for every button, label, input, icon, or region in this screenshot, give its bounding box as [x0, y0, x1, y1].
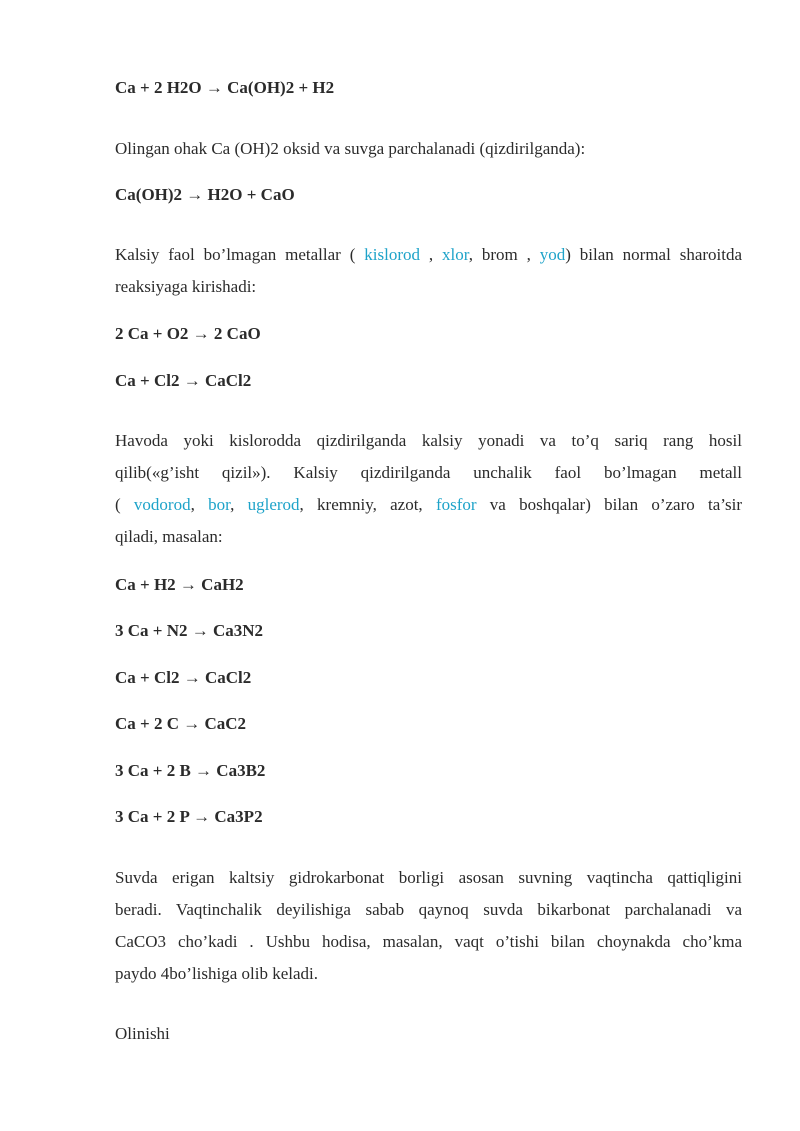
paragraph-line: beradi. Vaqtinchalik deyilishiga sabab qaynoq suvda bikarbonat parchalanadi va — [115, 900, 742, 919]
section-heading-olinishi: Olinishi — [115, 1024, 170, 1043]
equation-calcium-chlorine: Ca + Cl2 → CaCl2 — [115, 371, 252, 390]
link-fosfor[interactable]: fosfor — [435, 495, 477, 514]
equation-calcium-water: Ca + 2 H2O → Ca(OH)2 + H2 — [115, 78, 335, 97]
text-fragment: ) bilan normal sharoitda — [565, 245, 743, 264]
text-fragment: , — [230, 495, 248, 514]
text-fragment: , — [190, 495, 209, 514]
text-fragment: , kremniy, azot, — [299, 495, 436, 514]
equation-calcium-boron: 3 Ca + 2 B → Ca3B2 — [115, 761, 266, 780]
paragraph-slaked-lime: Olingan ohak Ca (OH)2 oksid va suvga parchalanadi (qizdirilganda): — [115, 139, 586, 158]
equation-calcium-chlorine-2: Ca + Cl2 → CaCl2 — [115, 668, 252, 687]
link-vodorod[interactable]: vodorod — [133, 495, 191, 514]
link-uglerod[interactable]: uglerod — [247, 495, 300, 514]
paragraph-line: qiladi, masalan: — [115, 527, 223, 546]
text-fragment: Kalsiy faol bo’lmagan metallar ( — [115, 245, 365, 264]
link-yod[interactable]: yod — [539, 245, 566, 264]
equation-lime-decomposition: Ca(OH)2 → H2O + CaO — [115, 185, 295, 204]
paragraph-line — [115, 239, 742, 271]
paragraph-line: CaCO3 cho’kadi . Ushbu hodisa, masalan, vaqt o’tishi bilan choynakda cho’kma — [115, 932, 742, 951]
equation-calcium-phosphorus: 3 Ca + 2 P → Ca3P2 — [115, 807, 263, 826]
text-fragment: , — [420, 245, 443, 264]
paragraph-line — [115, 489, 742, 521]
link-bor[interactable]: bor — [208, 495, 231, 514]
equation-calcium-oxygen: 2 Ca + O2 → 2 CaO — [115, 324, 261, 343]
paragraph-line: reaksiyaga kirishadi: — [115, 277, 257, 296]
text-fragment: va boshqalar) bilan o’zaro ta’sir — [476, 495, 743, 514]
paragraph-nonmetal-reaction — [115, 239, 742, 303]
link-kislorod[interactable]: kislorod — [364, 245, 420, 264]
paragraph-line: Suvda erigan kaltsiy gidrokarbonat borligi asosan suvning vaqtincha qattiqligini — [115, 868, 742, 887]
link-xlor[interactable]: xlor — [442, 245, 469, 264]
equation-calcium-carbon: Ca + 2 C → CaC2 — [115, 714, 247, 733]
equation-calcium-hydrogen: Ca + H2 → CaH2 — [115, 575, 244, 594]
paragraph-line: Havoda yoki kislorodda qizdirilganda kalsiy yonadi va to’q sariq rang hosil — [115, 431, 742, 450]
paragraph-combustion — [115, 425, 742, 553]
paragraph-line: paydo 4bo’lishiga olib keladi. — [115, 964, 319, 983]
paragraph-water-hardness — [115, 862, 742, 990]
paragraph-line: qilib(«g’isht qizil»). Kalsiy qizdirilganda unchalik faol bo’lmagan metall — [115, 463, 742, 482]
text-fragment: ( — [115, 495, 134, 514]
text-fragment: , brom , — [468, 245, 540, 264]
equation-calcium-nitrogen: 3 Ca + N2 → Ca3N2 — [115, 621, 264, 640]
